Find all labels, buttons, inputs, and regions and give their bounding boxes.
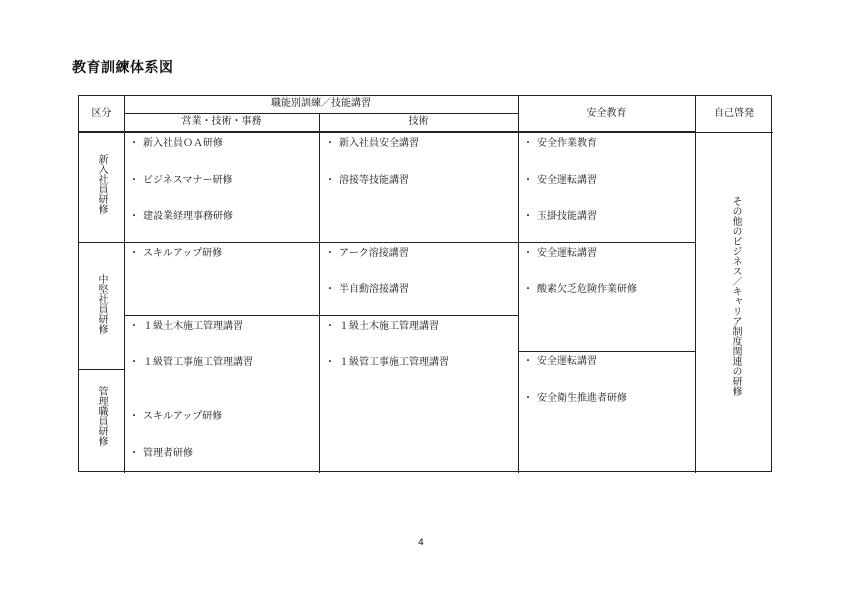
divider (319, 113, 320, 473)
page-number: 4 (418, 538, 424, 548)
divider (518, 351, 695, 352)
divider (124, 315, 518, 316)
divider (518, 96, 519, 473)
header-category: 区分 (91, 108, 112, 119)
list-item: ・ 新入社員安全講習 (325, 138, 419, 149)
divider (79, 242, 695, 243)
list-item: ・ アーク溶接講習 (325, 248, 409, 259)
divider (79, 132, 773, 133)
row-label-new: 新入社員研修 (96, 154, 107, 214)
list-item: ・ 管理者研修 (129, 448, 193, 459)
header-sales: 営業・技術・事務 (181, 116, 262, 127)
header-vocational: 職能別訓練／技能講習 (271, 98, 371, 109)
list-item: ・ １級土木施工管理講習 (325, 321, 439, 332)
list-item: ・ 玉掛技能講習 (523, 211, 597, 222)
page-title: 教育訓練体系図 (72, 60, 174, 76)
list-item: ・ 溶接等技能講習 (325, 175, 409, 186)
header-safety: 安全教育 (586, 108, 627, 119)
row-label-mid: 中堅社員研修 (96, 274, 107, 334)
list-item: ・ 安全作業教育 (523, 138, 597, 149)
list-item: ・ １級管工事施工管理講習 (325, 357, 449, 368)
list-item: ・ 新入社員ＯＡ研修 (129, 138, 223, 149)
list-item: ・ 酸素欠乏危険作業研修 (523, 284, 637, 295)
list-item: ・ 安全運転講習 (523, 175, 597, 186)
divider (79, 369, 124, 370)
row-label-mgr: 管理職員研修 (96, 386, 107, 446)
list-item: ・ １級土木施工管理講習 (129, 321, 243, 332)
header-self: 自己啓発 (714, 108, 754, 119)
list-item: ・ スキルアップ研修 (129, 411, 223, 422)
list-item: ・ 半自動溶接講習 (325, 284, 409, 295)
divider (695, 96, 696, 473)
self-development-text: その他のビジネス／キャリア制度関連の研修 (730, 196, 741, 396)
list-item: ・ 安全運転講習 (523, 356, 597, 367)
divider (124, 96, 125, 473)
list-item: ・ 安全運転講習 (523, 248, 597, 259)
training-table (78, 95, 772, 472)
list-item: ・ ビジネスマナー研修 (129, 175, 233, 186)
list-item: ・ 安全衛生推進者研修 (523, 393, 627, 404)
list-item: ・ 建設業経理事務研修 (129, 211, 233, 222)
divider (124, 113, 518, 114)
header-technical: 技術 (408, 116, 429, 127)
list-item: ・ スキルアップ研修 (129, 248, 223, 259)
list-item: ・ １級管工事施工管理講習 (129, 357, 253, 368)
